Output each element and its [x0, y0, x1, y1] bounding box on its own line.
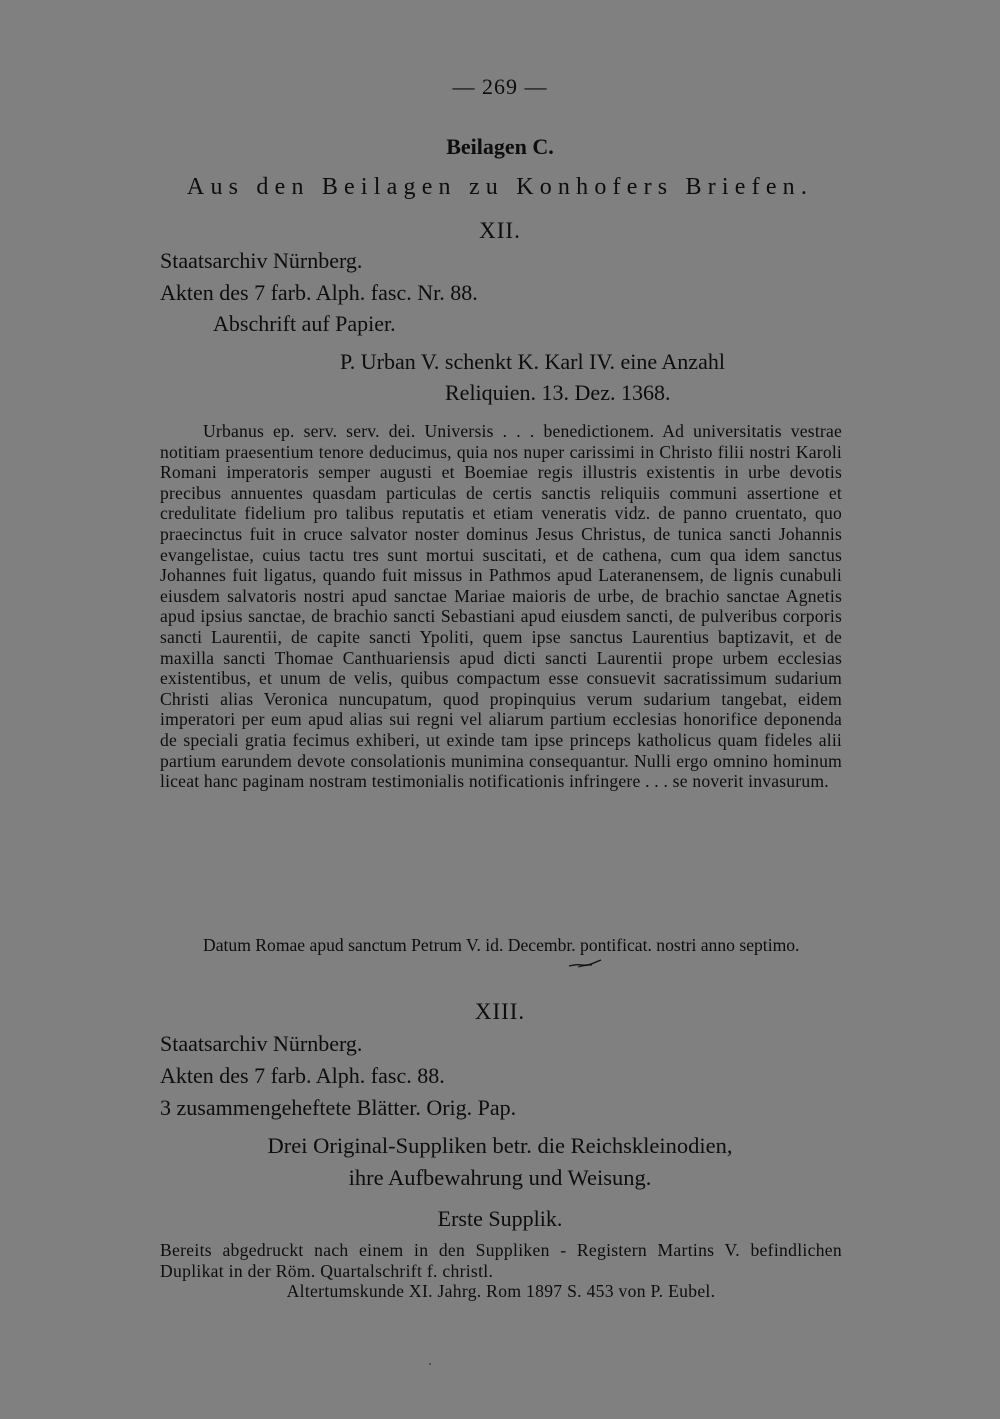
doc13-title-line1: Drei Original-Suppliken betr. die Reichskleinodien,: [267, 1133, 733, 1158]
doc12-copy: Abschrift auf Papier.: [213, 311, 396, 336]
doc13-title-line2: ihre Aufbewahrung und Weisung.: [348, 1165, 652, 1190]
pen-mark-scribble: [568, 958, 602, 970]
section-heading: Beilagen C.: [446, 134, 554, 159]
doc13-sheets: 3 zusammengeheftete Blätter. Orig. Pap.: [160, 1095, 517, 1120]
doc13-erste-supplik: Erste Supplik.: [437, 1206, 563, 1231]
page-number: — 269 —: [452, 74, 548, 99]
doc12-datum: [160, 935, 842, 956]
doc13-note: [160, 1240, 842, 1302]
doc12-numeral: XII.: [479, 218, 521, 243]
doc13-note-text: Bereits abgedruckt nach einem in den Suppliken - Registern Martins V. befindlichen Duplikat in der Röm. Quartalschrift f. christl.: [160, 1240, 842, 1281]
subheading: Aus den Beilagen zu Konhofers Briefen.: [186, 174, 814, 200]
doc13-file: Akten des 7 farb. Alph. fasc. 88.: [160, 1063, 445, 1088]
speck: [429, 1363, 431, 1365]
doc12-datum-text: Datum Romae apud sanctum Petrum V. id. Decembr. pontificat. nostri anno septimo.: [203, 935, 800, 955]
doc13-archive: Staatsarchiv Nürnberg.: [160, 1031, 363, 1056]
doc12-file: Akten des 7 farb. Alph. fasc. Nr. 88.: [160, 280, 478, 305]
doc12-summary-line1: P. Urban V. schenkt K. Karl IV. eine Anzahl: [340, 349, 725, 374]
doc13-numeral: XIII.: [474, 999, 526, 1024]
doc12-body: [160, 421, 842, 792]
doc12-summary-line2: Reliquien. 13. Dez. 1368.: [445, 380, 671, 405]
doc13-note-last: Altertumskunde XI. Jahrg. Rom 1897 S. 453 von P. Eubel.: [286, 1281, 716, 1302]
doc12-body-text: Urbanus ep. serv. serv. dei. Universis . . . benedictionem. Ad universitatis vestrae notitiam praesentium tenore deducimus, quia nos nuper carissimi in Christo filii nostri Karoli Romani imperatoris semper augusti et Boemiae regis illustris existentis in urbe devotis precibus annuentes quasdam particulas de certis sanctis reliquiis communi assertione et credulitate fidelium pro talibus reputatis et etiam veneratis vidz. de panno cruentato, quo praecinctus fuit in cruce salvator noster dominus Jesus Christus, de tunica sancti Johannis evangelistae, cuius tactu tres sunt mortui suscitati, et de cathena, cum qua idem sanctus Johannes fuit ligatus, quando fuit missus in Pathmos apud Lateranensem, de lignis cunabuli eiusdem salvatoris nostri apud sanctae Mariae maioris de urbe, de brachio sanctae Agnetis apud ipsius sanctae, de brachio sancti Sebastiani apud eiusdem sancti, de pulveribus corporis sancti Laurentii, de capite sancti Ypoliti, quem ipse sanctus Laurentius baptizavit, et de maxilla sancti Thomae Canthuariensis apud dicti sancti Laurentii prope urbem ecclesias existentibus, et unum de velis, quibus compactum esse consuevit sacratissimum sudarium Christi alias Veronica nuncupatum, quod propinquius verum sudarium tangebat, eidem imperatori per eum apud alias sui regni vel aliarum partium ecclesias honorifice deponenda de speciali gratia fecimus exhiberi, ut exinde tam ipse princeps katholicus quam fideles alii partium earundem devote consolationis munimina consequantur. Nulli ergo omnino hominum liceat hanc paginam nostram testimonialis notificationis infringere . . . se noverit invasurum.: [160, 421, 842, 792]
doc12-archive: Staatsarchiv Nürnberg.: [160, 248, 363, 273]
